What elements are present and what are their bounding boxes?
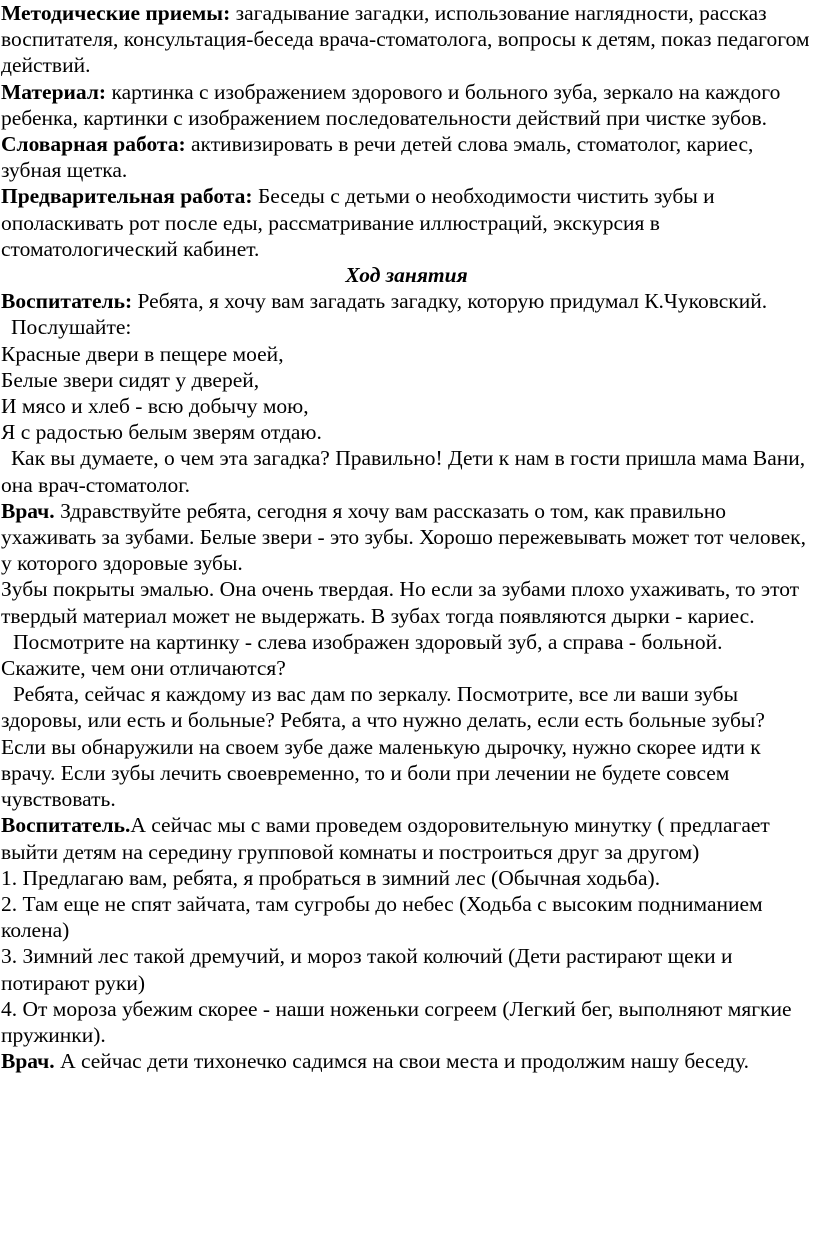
mirror-paragraph: Ребята, сейчас я каждому из вас дам по зеркалу. Посмотрите, все ли ваши зубы здоровы, или есть и больные? Ребята, а что нужно делать, если есть больные зубы? Если вы обнаружили на своем зубе даже маленькую дырочку, нужно скорее идти к врачу. Если зубы лечить своевременно, то и боли при лечении не будете совсем чувствовать. xyxy=(1,682,765,812)
exercise-item-1: 1. Предлагаю вам, ребята, я пробраться в зимний лес (Обычная ходьба). xyxy=(1,865,661,890)
doctor-intro-text: Здравствуйте ребята, сегодня я хочу вам рассказать о том, как правильно ухаживать за зубами. Белые звери - это зубы. Хорошо пережевывать может тот человек, у которого здоровые зубы. xyxy=(1,498,806,576)
preliminary-paragraph xyxy=(1,183,812,262)
teacher-label-2: Воспитатель. xyxy=(1,813,131,838)
teacher-exercise-text: А сейчас мы с вами проведем оздоровительную минутку ( предлагает выйти детям на середину групповой комнаты и построиться друг за другом) xyxy=(1,813,770,864)
picture-paragraph: Посмотрите на картинку - слева изображен здоровый зуб, а справа - больной. Скажите, чем они отличаются? xyxy=(1,629,723,681)
exercise-item-4: 4. От мороза убежим скорее - наши ноженьки согреем (Легкий бег, выполняют мягкие пружинки). xyxy=(1,996,792,1047)
methods-label: Методические приемы: xyxy=(1,1,231,25)
doctor-label: Врач. xyxy=(1,498,55,523)
exercise-item-3: 3. Зимний лес такой дремучий, и мороз такой колючий (Дети растирают щеки и потирают руки) xyxy=(1,944,733,995)
teacher-exercise-paragraph xyxy=(1,812,812,864)
vocabulary-paragraph xyxy=(1,131,812,183)
methods-paragraph xyxy=(1,0,812,79)
riddle-line-4: Я с радостью белым зверям отдаю. xyxy=(1,420,322,445)
vocabulary-text: активизировать в речи детей слова эмаль, стоматолог, кариес, зубная щетка. xyxy=(1,132,754,183)
methods-text: загадывание загадки, использование наглядности, рассказ воспитателя, консультация-беседа врача-стоматолога, вопросы к детям, показ педагогом действий. xyxy=(1,1,810,78)
vocabulary-label: Словарная работа: xyxy=(1,132,186,157)
material-text: картинка с изображением здорового и больного зуба, зеркало на каждого ребенка, картинки с изображением последовательности действий при чистке зубов. xyxy=(1,79,781,130)
doctor-intro-paragraph xyxy=(1,498,812,577)
enamel-paragraph: Зубы покрыты эмалью. Она очень твердая. Но если за зубами плохо ухаживать, то этот твердый материал может не выдержать. В зубах тогда появляются дырки - кариес. xyxy=(1,577,800,628)
doctor-closing-text: А сейчас дети тихонечко садимся на свои места и продолжим нашу беседу. xyxy=(54,1049,750,1074)
riddle-line-1: Красные двери в пещере моей, xyxy=(1,341,284,366)
section-title: Ход занятия xyxy=(345,263,468,288)
doctor-closing-paragraph xyxy=(1,1048,812,1074)
riddle-line-2: Белые звери сидят у дверей, xyxy=(1,367,260,392)
preliminary-text: Беседы с детьми о необходимости чистить зубы и ополаскивать рот после еды, рассматривание иллюстраций, экскурсия в стоматологический кабинет. xyxy=(1,184,715,261)
riddle-line-3: И мясо и хлеб - всю добычу мою, xyxy=(1,394,309,419)
teacher-label: Воспитатель: xyxy=(1,289,133,314)
teacher-intro-text: Ребята, я хочу вам загадать загадку, которую придумал К.Чуковский. xyxy=(132,289,768,314)
listen-line: Послушайте: xyxy=(11,315,132,340)
preliminary-label: Предварительная работа: xyxy=(1,184,253,209)
doctor-label-2: Врач. xyxy=(1,1049,55,1074)
teacher-continue-paragraph: Как вы думаете, о чем эта загадка? Правильно! Дети к нам в гости пришла мама Вани, она врач-стоматолог. xyxy=(1,446,806,497)
material-label: Материал: xyxy=(1,79,107,104)
material-paragraph xyxy=(1,79,812,131)
exercise-item-2: 2. Там еще не спят зайчата, там сугробы до небес (Ходьба с высоким подниманием колена) xyxy=(1,891,763,943)
teacher-intro-paragraph xyxy=(1,288,812,314)
